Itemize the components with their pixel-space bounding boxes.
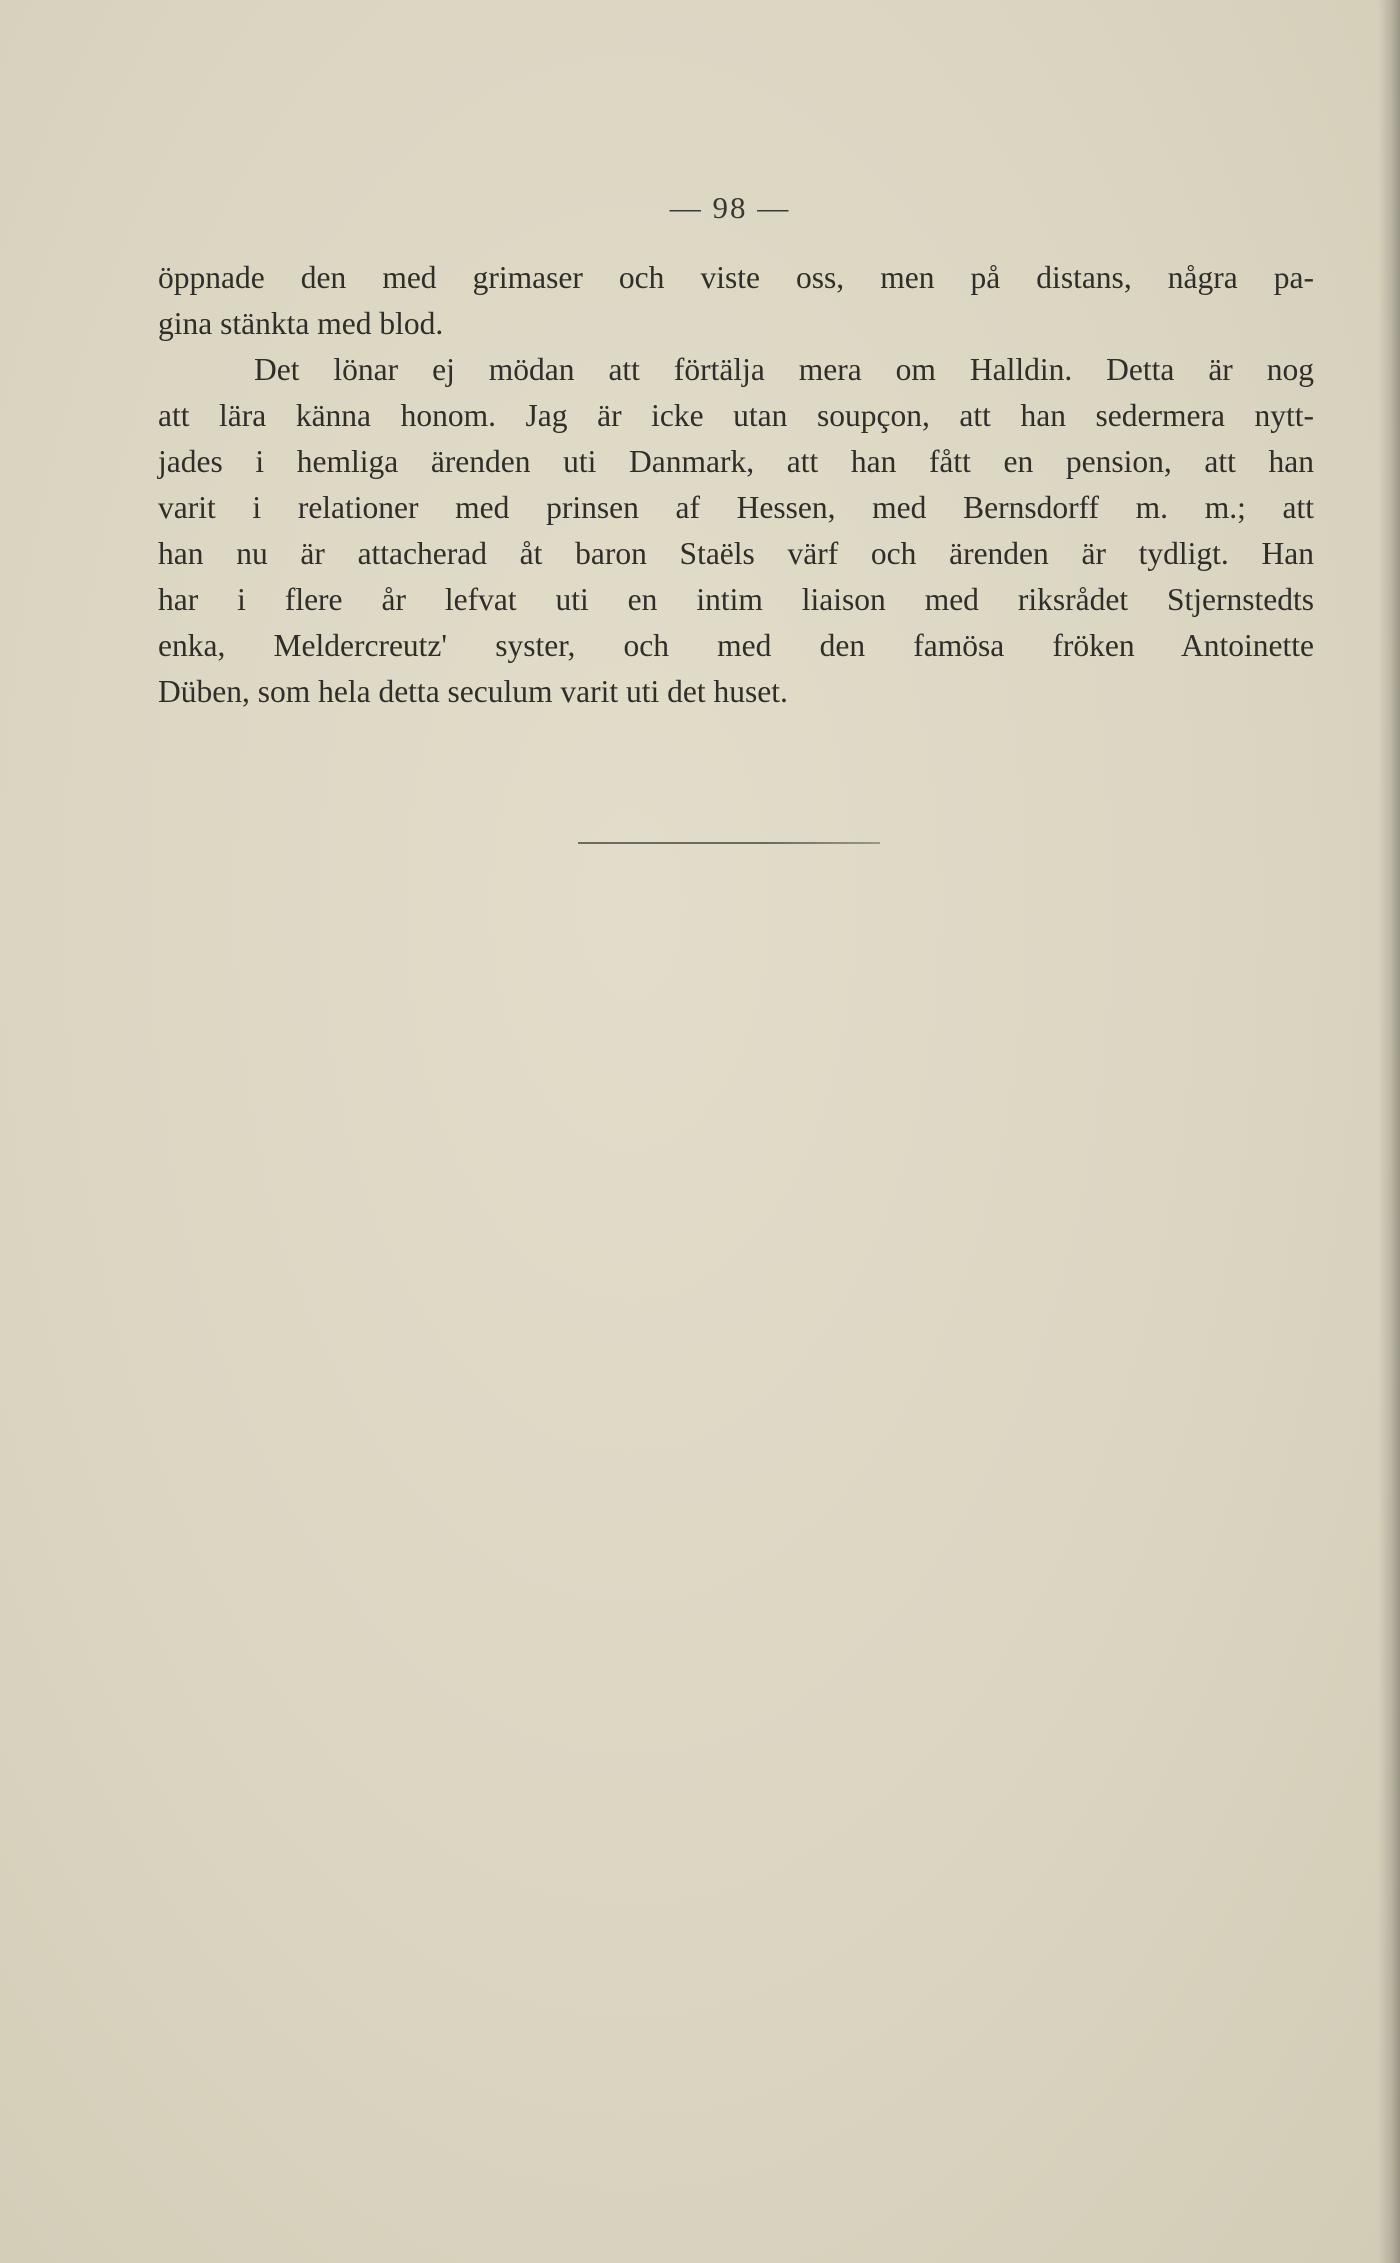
text-line: enka, Meldercreutz' syster, och med den famösa fröken Antoinette xyxy=(158,628,1314,663)
text-line: Düben, som hela detta seculum varit uti det huset. xyxy=(158,674,788,709)
page-edge-shadow xyxy=(1378,0,1400,2263)
text-line: Det lönar ej mödan att förtälja mera om Halldin. Detta är nog xyxy=(254,352,1314,387)
page-number: — 98 — xyxy=(669,190,791,225)
text-line: att lära känna honom. Jag är icke utan soupçon, att han sedermera nytt- xyxy=(158,398,1314,433)
body-text xyxy=(158,255,1314,715)
text-line: gina stänkta med blod. xyxy=(158,306,444,341)
text-line: öppnade den med grimaser och viste oss, men på distans, några pa- xyxy=(158,260,1314,295)
text-line: har i flere år lefvat uti en intim liaison med riksrådet Stjernstedts xyxy=(158,582,1314,617)
section-divider xyxy=(578,842,880,844)
text-line: han nu är attacherad åt baron Staëls värf och ärenden är tydligt. Han xyxy=(158,536,1314,571)
text-line: jades i hemliga ärenden uti Danmark, att han fått en pension, att han xyxy=(158,444,1314,479)
text-line: varit i relationer med prinsen af Hessen, med Bernsdorff m. m.; att xyxy=(158,490,1314,525)
